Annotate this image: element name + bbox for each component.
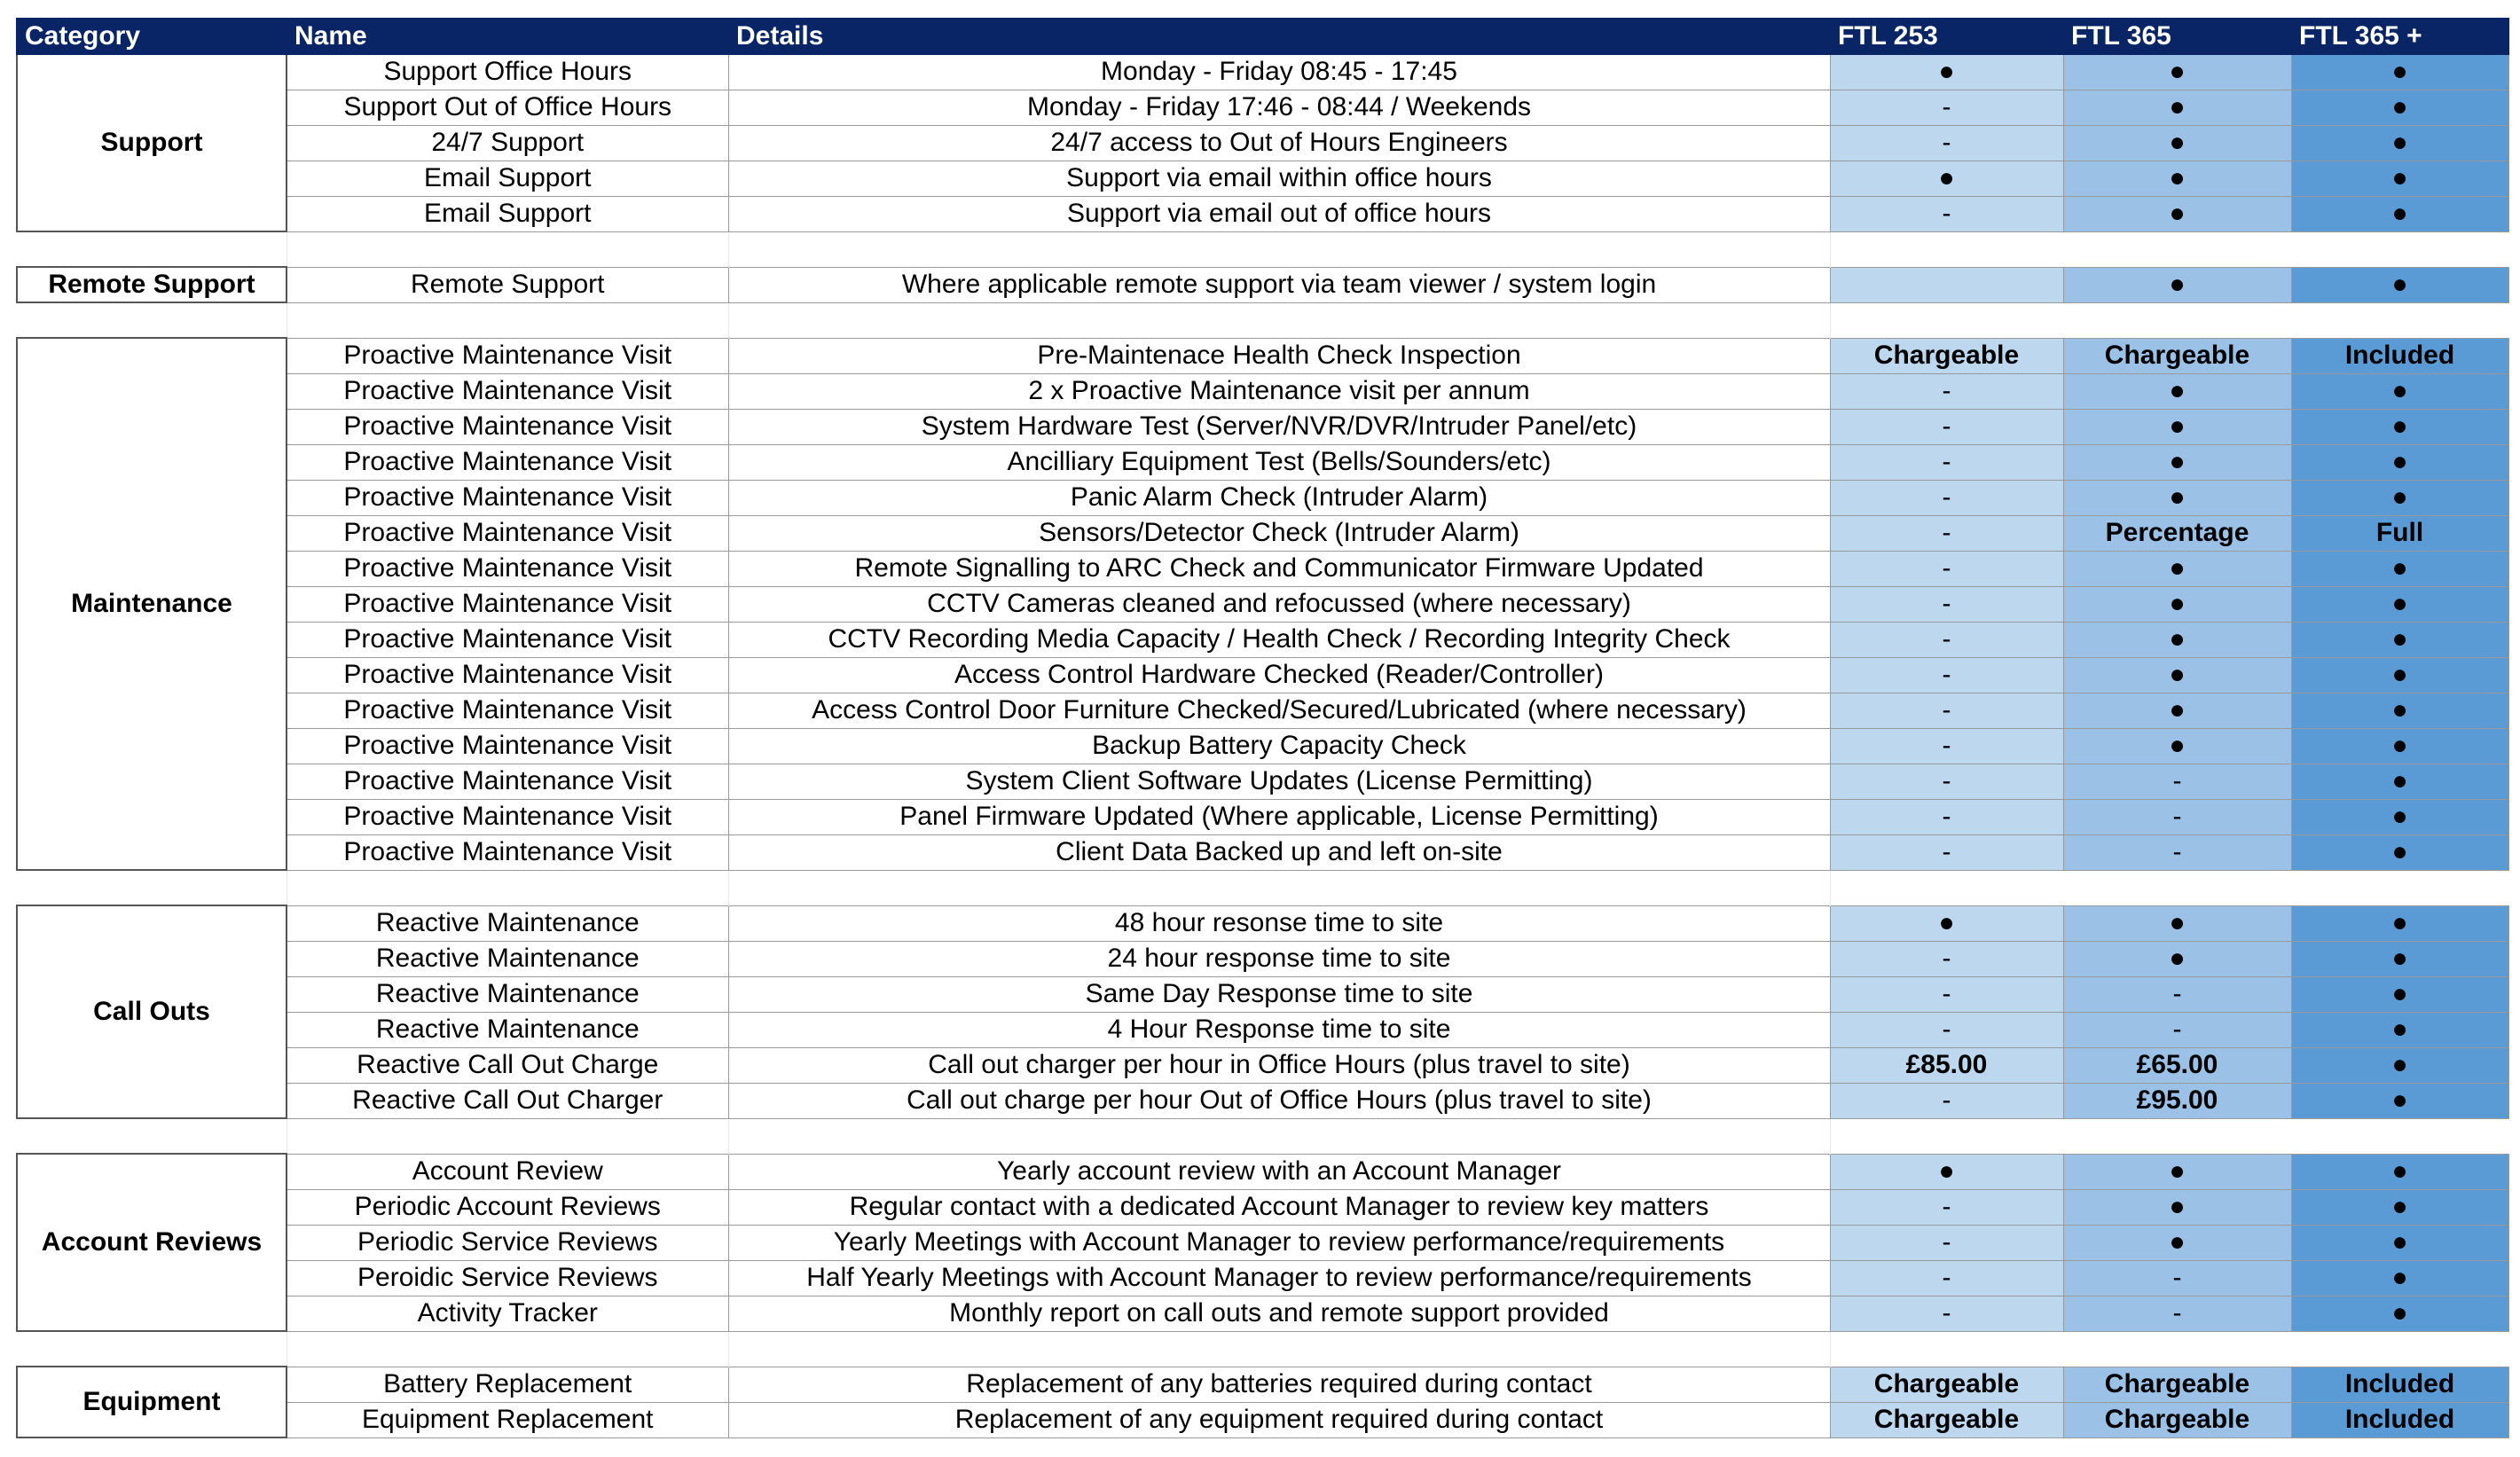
- table-row: [17, 1154, 2508, 1189]
- tier-2-cell: ●: [2063, 657, 2291, 693]
- tier-2-cell: ●: [2063, 54, 2291, 90]
- details-cell: Access Control Door Furniture Checked/Secured/Lubricated (where necessary): [728, 693, 1830, 728]
- table-row: [17, 941, 2508, 976]
- table-row: [17, 1260, 2508, 1296]
- tier-2-cell: ●: [2063, 1154, 2291, 1189]
- tier-2-cell: ●: [2063, 409, 2291, 444]
- category-cell: Maintenance: [17, 338, 287, 870]
- table-row: [17, 161, 2508, 196]
- tier-2-cell: Chargeable: [2063, 1367, 2291, 1402]
- tier-3-cell: ●: [2291, 941, 2508, 976]
- tier-2-cell: -: [2063, 799, 2291, 834]
- details-cell: Half Yearly Meetings with Account Manager to review performance/requirements: [728, 1260, 1830, 1296]
- tier-2-cell: Percentage: [2063, 515, 2291, 551]
- tier-2-cell: ●: [2063, 622, 2291, 657]
- table-row: [17, 764, 2508, 799]
- tier-1-cell: -: [1830, 444, 2063, 480]
- section-spacer: [17, 231, 2508, 267]
- tier-3-cell: ●: [2291, 409, 2508, 444]
- tier-3-cell: ●: [2291, 764, 2508, 799]
- category-cell: Support: [17, 54, 287, 231]
- tier-1-cell: -: [1830, 125, 2063, 161]
- name-cell: Proactive Maintenance Visit: [287, 586, 728, 622]
- details-cell: System Hardware Test (Server/NVR/DVR/Intruder Panel/etc): [728, 409, 1830, 444]
- name-cell: Proactive Maintenance Visit: [287, 693, 728, 728]
- name-cell: Equipment Replacement: [287, 1402, 728, 1437]
- tier-1-cell: -: [1830, 834, 2063, 870]
- table-row: [17, 1296, 2508, 1331]
- name-cell: Proactive Maintenance Visit: [287, 409, 728, 444]
- tier-3-cell: ●: [2291, 693, 2508, 728]
- tier-2-cell: £95.00: [2063, 1083, 2291, 1118]
- name-cell: Periodic Service Reviews: [287, 1225, 728, 1260]
- tier-3-cell: ●: [2291, 267, 2508, 302]
- tier-3-cell: ●: [2291, 1296, 2508, 1331]
- tier-3-cell: ●: [2291, 728, 2508, 764]
- name-cell: Proactive Maintenance Visit: [287, 551, 728, 586]
- name-cell: Reactive Call Out Charger: [287, 1083, 728, 1118]
- details-cell: Support via email out of office hours: [728, 196, 1830, 231]
- name-cell: 24/7 Support: [287, 125, 728, 161]
- table-row: [17, 1012, 2508, 1047]
- header-details: Details: [728, 19, 1830, 54]
- tier-3-cell: ●: [2291, 444, 2508, 480]
- tier-2-cell: ●: [2063, 905, 2291, 941]
- name-cell: Proactive Maintenance Visit: [287, 799, 728, 834]
- details-cell: Where applicable remote support via team viewer / system login: [728, 267, 1830, 302]
- tier-2-cell: -: [2063, 976, 2291, 1012]
- tier-3-cell: ●: [2291, 551, 2508, 586]
- tier-1-cell: -: [1830, 1225, 2063, 1260]
- tier-2-cell: -: [2063, 1260, 2291, 1296]
- details-cell: Call out charge per hour Out of Office Hours (plus travel to site): [728, 1083, 1830, 1118]
- name-cell: Periodic Account Reviews: [287, 1189, 728, 1225]
- details-cell: Panic Alarm Check (Intruder Alarm): [728, 480, 1830, 515]
- tier-3-cell: ●: [2291, 834, 2508, 870]
- tier-2-cell: ●: [2063, 586, 2291, 622]
- details-cell: CCTV Recording Media Capacity / Health Check / Recording Integrity Check: [728, 622, 1830, 657]
- table-row: [17, 480, 2508, 515]
- tier-1-cell: ●: [1830, 1154, 2063, 1189]
- name-cell: Account Review: [287, 1154, 728, 1189]
- details-cell: CCTV Cameras cleaned and refocussed (where necessary): [728, 586, 1830, 622]
- name-cell: Activity Tracker: [287, 1296, 728, 1331]
- details-cell: Access Control Hardware Checked (Reader/Controller): [728, 657, 1830, 693]
- name-cell: Reactive Call Out Charge: [287, 1047, 728, 1083]
- tier-1-cell: -: [1830, 551, 2063, 586]
- table-row: [17, 1402, 2508, 1437]
- table-row: [17, 622, 2508, 657]
- tier-2-cell: ●: [2063, 693, 2291, 728]
- tier-1-cell: -: [1830, 799, 2063, 834]
- tier-2-cell: ●: [2063, 125, 2291, 161]
- section-spacer: [17, 302, 2508, 338]
- details-cell: Monday - Friday 17:46 - 08:44 / Weekends: [728, 90, 1830, 125]
- tier-3-cell: Included: [2291, 338, 2508, 373]
- details-cell: Yearly account review with an Account Manager: [728, 1154, 1830, 1189]
- name-cell: Email Support: [287, 161, 728, 196]
- table-row: [17, 693, 2508, 728]
- table-row: [17, 834, 2508, 870]
- name-cell: Proactive Maintenance Visit: [287, 728, 728, 764]
- tier-3-cell: ●: [2291, 373, 2508, 409]
- table-body: [17, 54, 2508, 1437]
- name-cell: Proactive Maintenance Visit: [287, 622, 728, 657]
- tier-1-cell: £85.00: [1830, 1047, 2063, 1083]
- tier-2-cell: Chargeable: [2063, 338, 2291, 373]
- tier-2-cell: ●: [2063, 90, 2291, 125]
- details-cell: 2 x Proactive Maintenance visit per annum: [728, 373, 1830, 409]
- table-row: [17, 54, 2508, 90]
- table-row: [17, 1047, 2508, 1083]
- tier-3-cell: ●: [2291, 90, 2508, 125]
- tier-1-cell: -: [1830, 1296, 2063, 1331]
- details-cell: Sensors/Detector Check (Intruder Alarm): [728, 515, 1830, 551]
- name-cell: Reactive Maintenance: [287, 941, 728, 976]
- details-cell: Yearly Meetings with Account Manager to review performance/requirements: [728, 1225, 1830, 1260]
- tier-3-cell: ●: [2291, 622, 2508, 657]
- tier-3-cell: ●: [2291, 1012, 2508, 1047]
- tier-2-cell: ●: [2063, 161, 2291, 196]
- details-cell: Call out charger per hour in Office Hours (plus travel to site): [728, 1047, 1830, 1083]
- tier-2-cell: Chargeable: [2063, 1402, 2291, 1437]
- tier-2-cell: -: [2063, 834, 2291, 870]
- table-row: [17, 905, 2508, 941]
- tier-1-cell: -: [1830, 409, 2063, 444]
- table-row: [17, 1225, 2508, 1260]
- name-cell: Proactive Maintenance Visit: [287, 444, 728, 480]
- tier-2-cell: -: [2063, 1012, 2291, 1047]
- name-cell: Proactive Maintenance Visit: [287, 834, 728, 870]
- tier-1-cell: -: [1830, 1260, 2063, 1296]
- tier-1-cell: -: [1830, 586, 2063, 622]
- table-row: [17, 196, 2508, 231]
- table-row: [17, 373, 2508, 409]
- tier-3-cell: ●: [2291, 480, 2508, 515]
- details-cell: 24/7 access to Out of Hours Engineers: [728, 125, 1830, 161]
- name-cell: Proactive Maintenance Visit: [287, 480, 728, 515]
- header-tier-2: FTL 365: [2063, 19, 2291, 54]
- tier-3-cell: ●: [2291, 799, 2508, 834]
- section-spacer: [17, 1331, 2508, 1367]
- tier-3-cell: ●: [2291, 1083, 2508, 1118]
- tier-3-cell: Included: [2291, 1367, 2508, 1402]
- table-row: [17, 657, 2508, 693]
- name-cell: Peroidic Service Reviews: [287, 1260, 728, 1296]
- tier-1-cell: -: [1830, 693, 2063, 728]
- tier-1-cell: -: [1830, 622, 2063, 657]
- table-row: [17, 515, 2508, 551]
- tier-3-cell: Included: [2291, 1402, 2508, 1437]
- details-cell: Replacement of any equipment required during contact: [728, 1402, 1830, 1437]
- tier-1-cell: -: [1830, 373, 2063, 409]
- details-cell: Monthly report on call outs and remote support provided: [728, 1296, 1830, 1331]
- table-row: [17, 444, 2508, 480]
- tier-1-cell: ●: [1830, 54, 2063, 90]
- name-cell: Proactive Maintenance Visit: [287, 515, 728, 551]
- table-row: [17, 90, 2508, 125]
- details-cell: 4 Hour Response time to site: [728, 1012, 1830, 1047]
- name-cell: Proactive Maintenance Visit: [287, 338, 728, 373]
- section-spacer: [17, 1118, 2508, 1154]
- table-row: [17, 799, 2508, 834]
- details-cell: System Client Software Updates (License Permitting): [728, 764, 1830, 799]
- tier-1-cell: -: [1830, 728, 2063, 764]
- name-cell: Proactive Maintenance Visit: [287, 764, 728, 799]
- header-name: Name: [287, 19, 728, 54]
- tier-2-cell: ●: [2063, 728, 2291, 764]
- tier-1-cell: -: [1830, 1012, 2063, 1047]
- details-cell: Pre-Maintenace Health Check Inspection: [728, 338, 1830, 373]
- category-cell: Equipment: [17, 1367, 287, 1437]
- tier-3-cell: ●: [2291, 1189, 2508, 1225]
- name-cell: Remote Support: [287, 267, 728, 302]
- details-cell: Remote Signalling to ARC Check and Communicator Firmware Updated: [728, 551, 1830, 586]
- table-row: [17, 409, 2508, 444]
- details-cell: Backup Battery Capacity Check: [728, 728, 1830, 764]
- tier-2-cell: ●: [2063, 267, 2291, 302]
- tier-3-cell: ●: [2291, 1225, 2508, 1260]
- details-cell: Client Data Backed up and left on-site: [728, 834, 1830, 870]
- category-cell: Account Reviews: [17, 1154, 287, 1331]
- name-cell: Support Out of Office Hours: [287, 90, 728, 125]
- table-row: [17, 1367, 2508, 1402]
- table-row: [17, 1189, 2508, 1225]
- tier-2-cell: -: [2063, 1296, 2291, 1331]
- tier-2-cell: ●: [2063, 444, 2291, 480]
- table-row: [17, 586, 2508, 622]
- tier-3-cell: Full: [2291, 515, 2508, 551]
- table-row: [17, 125, 2508, 161]
- tier-1-cell: Chargeable: [1830, 1402, 2063, 1437]
- tier-3-cell: ●: [2291, 976, 2508, 1012]
- name-cell: Proactive Maintenance Visit: [287, 657, 728, 693]
- tier-2-cell: ●: [2063, 373, 2291, 409]
- name-cell: Reactive Maintenance: [287, 1012, 728, 1047]
- tier-2-cell: ●: [2063, 1189, 2291, 1225]
- tier-3-cell: ●: [2291, 657, 2508, 693]
- table-row: [17, 551, 2508, 586]
- name-cell: Reactive Maintenance: [287, 976, 728, 1012]
- details-cell: Support via email within office hours: [728, 161, 1830, 196]
- table-row: [17, 267, 2508, 302]
- tier-1-cell: ●: [1830, 905, 2063, 941]
- table-row: [17, 338, 2508, 373]
- tier-1-cell: -: [1830, 1083, 2063, 1118]
- name-cell: Support Office Hours: [287, 54, 728, 90]
- details-cell: Ancilliary Equipment Test (Bells/Sounders/etc): [728, 444, 1830, 480]
- details-cell: 24 hour response time to site: [728, 941, 1830, 976]
- tier-1-cell: -: [1830, 480, 2063, 515]
- tier-3-cell: ●: [2291, 1047, 2508, 1083]
- header-tier-3: FTL 365 +: [2291, 19, 2508, 54]
- tier-2-cell: -: [2063, 764, 2291, 799]
- header-category: Category: [17, 19, 287, 54]
- table-row: [17, 976, 2508, 1012]
- tier-1-cell: -: [1830, 196, 2063, 231]
- tier-1-cell: Chargeable: [1830, 338, 2063, 373]
- details-cell: 48 hour resonse time to site: [728, 905, 1830, 941]
- tier-2-cell: ●: [2063, 1225, 2291, 1260]
- tier-1-cell: -: [1830, 515, 2063, 551]
- name-cell: Reactive Maintenance: [287, 905, 728, 941]
- name-cell: Proactive Maintenance Visit: [287, 373, 728, 409]
- tier-3-cell: ●: [2291, 196, 2508, 231]
- tier-1-cell: Chargeable: [1830, 1367, 2063, 1402]
- tier-1-cell: -: [1830, 976, 2063, 1012]
- tier-2-cell: ●: [2063, 551, 2291, 586]
- tier-1-cell: [1830, 267, 2063, 302]
- tier-2-cell: ●: [2063, 480, 2291, 515]
- table-row: [17, 728, 2508, 764]
- category-cell: Remote Support: [17, 267, 287, 302]
- tier-3-cell: ●: [2291, 586, 2508, 622]
- tier-3-cell: ●: [2291, 125, 2508, 161]
- details-cell: Same Day Response time to site: [728, 976, 1830, 1012]
- tier-1-cell: -: [1830, 764, 2063, 799]
- tier-2-cell: ●: [2063, 196, 2291, 231]
- category-cell: Call Outs: [17, 905, 287, 1118]
- tier-3-cell: ●: [2291, 54, 2508, 90]
- table-row: [17, 1083, 2508, 1118]
- tier-3-cell: ●: [2291, 905, 2508, 941]
- details-cell: Panel Firmware Updated (Where applicable, License Permitting): [728, 799, 1830, 834]
- tier-2-cell: £65.00: [2063, 1047, 2291, 1083]
- tier-1-cell: -: [1830, 90, 2063, 125]
- tier-3-cell: ●: [2291, 1260, 2508, 1296]
- section-spacer: [17, 870, 2508, 905]
- name-cell: Email Support: [287, 196, 728, 231]
- tier-1-cell: -: [1830, 941, 2063, 976]
- header-row: [17, 19, 2508, 54]
- tier-2-cell: ●: [2063, 941, 2291, 976]
- details-cell: Monday - Friday 08:45 - 17:45: [728, 54, 1830, 90]
- name-cell: Battery Replacement: [287, 1367, 728, 1402]
- service-comparison-table: [16, 18, 2509, 1438]
- details-cell: Regular contact with a dedicated Account Manager to review key matters: [728, 1189, 1830, 1225]
- tier-3-cell: ●: [2291, 1154, 2508, 1189]
- details-cell: Replacement of any batteries required during contact: [728, 1367, 1830, 1402]
- header-tier-1: FTL 253: [1830, 19, 2063, 54]
- tier-1-cell: -: [1830, 1189, 2063, 1225]
- tier-1-cell: ●: [1830, 161, 2063, 196]
- tier-3-cell: ●: [2291, 161, 2508, 196]
- tier-1-cell: -: [1830, 657, 2063, 693]
